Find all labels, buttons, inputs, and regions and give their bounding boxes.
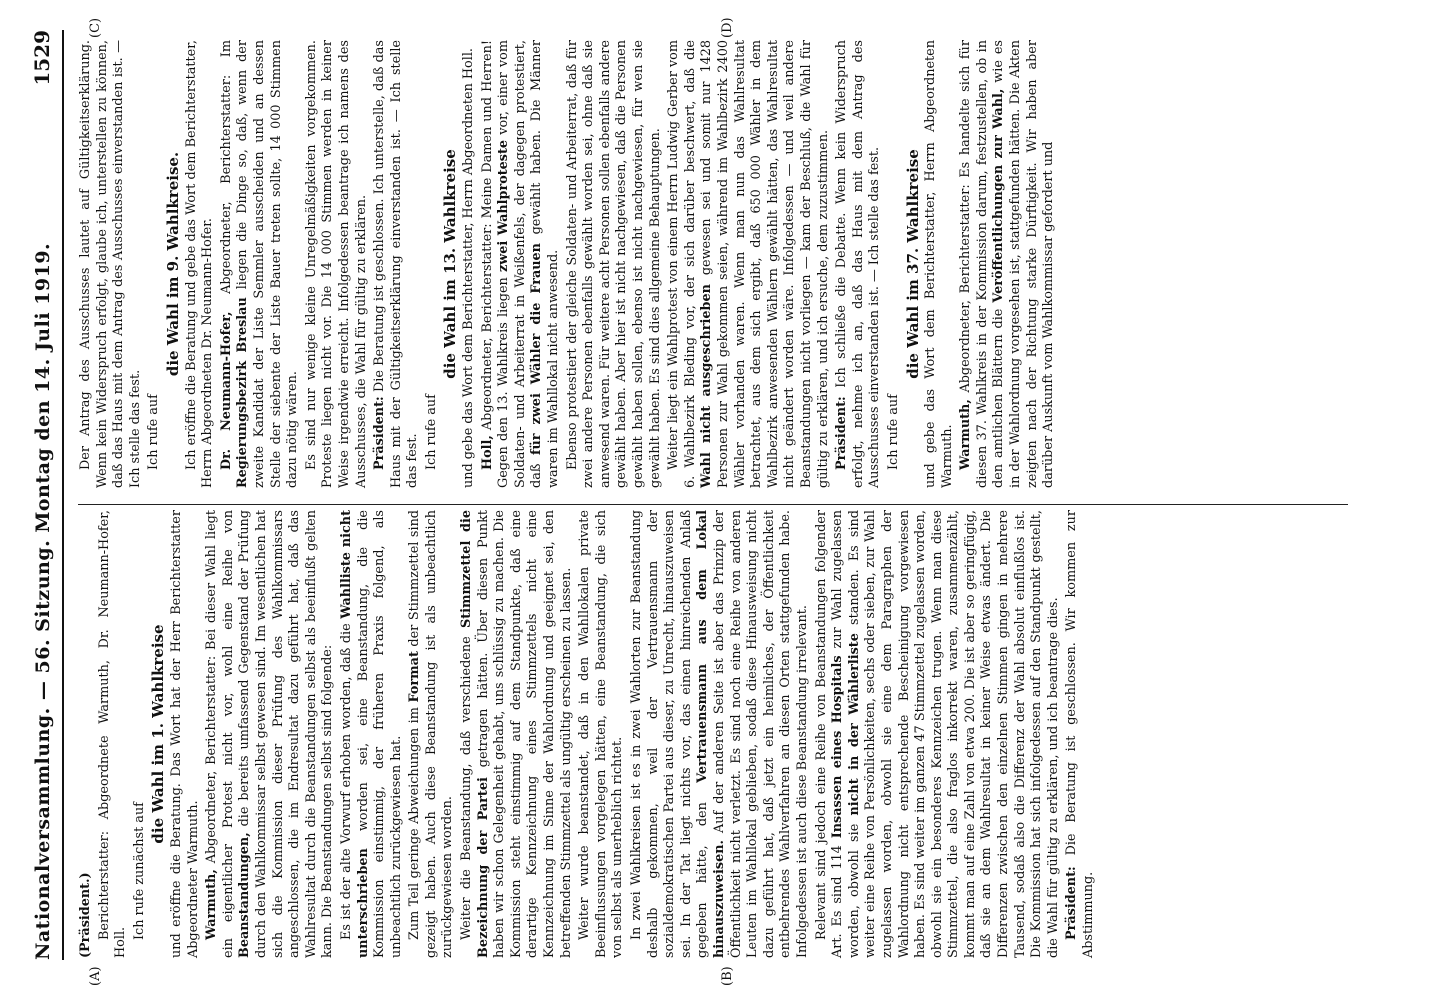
paragraph: Berichterstatter: Abgeordnete Warmuth, Dr. Neumann-Hofer, Holl.: [96, 510, 129, 958]
header-title: Nationalversammlung. — 56. Sitzung. Montag den 14. Juli 1919.: [32, 242, 54, 960]
speaker-name: Präsident:: [834, 396, 850, 470]
paragraph: Ebenso protestiert der gleiche Soldaten- und Arbeiterrat, daß für zwei andere Personen ebenfalls gewählt worden sei, ohne daß sie anwesend waren. Für weitere acht Personen sollen ebenfalls andere gewählt haben. Aber hier ist nicht nachgewiesen, daß die Personen gewählt haben sollen, ebenso ist nicht nachgewiesen, für wen sie gewählt haben. Es sind dies allgemeine Behauptungen.: [564, 40, 663, 488]
column-left: [78, 510, 1100, 958]
page-number: 1529: [30, 30, 54, 86]
margin-marker-d: (D): [720, 17, 735, 38]
section-heading: die Wahl im 9. Wahlkreise.: [163, 151, 182, 377]
paragraph: und gebe das Wort dem Berichterstatter, Herrn Abgeordneten Holl.: [461, 48, 477, 488]
speaker-name: Präsident:: [372, 396, 388, 470]
paragraph: Präsident: Die Beratung ist geschlossen. Ich unterstelle, daß das Haus mit der Gültigkeitserklärung einverstanden ist. — Ich stelle das fest.: [372, 40, 421, 488]
paragraph: Ich rufe auf: [423, 394, 439, 470]
paragraph: Ich eröffne die Beratung und gebe das Wort dem Berichterstatter, Herrn Abgeordneten Dr. Neumann-Hofer.: [183, 40, 216, 488]
speaker-name: Holl,: [479, 435, 495, 470]
paragraph: Holl, Abgeordneter, Berichterstatter: Meine Damen und Herren! Gegen den 13. Wahlkreis liegen zwei Wahlproteste vor, einer vom Soldaten- und Arbeiterrat in Weißenfels, der dagegen protestiert, daß für zwei Wähler die Frauen gewählt haben. Die Männer waren im Wahllokal nicht anwesend.: [479, 39, 562, 488]
paragraph: Präsident: Ich schließe die Debatte. Wenn kein Widerspruch erfolgt, nehme ich an, daß das Haus mit dem Antrag des Ausschusses einverstanden ist. — Ich stelle das fest.: [834, 40, 883, 488]
paragraph: Zum Teil geringe Abweichungen im Format der Stimmzettel sind gezeigt haben. Auch diese Beanstandung ist als unbeachtlich zurückgewiesen worden.: [407, 510, 456, 958]
paragraph: In zwei Wahlkreisen ist es in zwei Wahlorten zur Beanstandung deshalb gekommen, weil der Vertrauensmann der sozialdemokratischen Partei aus dieser, zu Unrecht, hinauszuweisen sei. In der Tat liegt nichts vor, das einen hinreichenden Anlaß gegeben hätte, den Vertrauensmann aus dem Lokal hinauszuweisen. Auf der anderen Seite ist aber das Prinzip der Öffentlichkeit nicht verletzt. Es sind noch eine Reihe von anderen Leuten im Wahllokal geblieben, sodaß diese Hinausweisung nicht dazu geführt hat, daß jetzt ein heimliches, der Öffentlichkeit entbehrendes Wahlverfahren an diesen Orten stattgefunden habe. Infolgedessen ist auch diese Beanstandung irrelevant.: [629, 510, 810, 958]
paragraph: Warmuth, Abgeordneter, Berichterstatter: Es handelte sich für diesen 37. Wahlkreis in der Kommission darum, festzustellen, ob in den amtlichen Blättern die Veröffentlichungen zur Wahl, wie es in der Wahlordnung vorgesehen ist, stattgefunden hätten. Die Akten zeigten nach der Richtung starke Dürftigkeit. Wir haben aber darüber Auskunft vom Wahlkommissar gefordert und: [958, 39, 1057, 488]
paragraph: Präsident: Die Beratung ist geschlossen. Wir kommen zur Abstimmung.: [1064, 510, 1097, 958]
column-right: [78, 40, 1060, 488]
section-heading: die Wahl im 1. Wahlkreise: [149, 624, 168, 844]
margin-marker-c: (C): [88, 17, 103, 38]
margin-marker-a: (A): [88, 966, 103, 986]
paragraph: Ich rufe auf: [146, 394, 162, 470]
paragraph: Es sind nur wenige kleine Unregelmäßigkeiten vorgekommen. Proteste liegen nicht vor. Die 14 000 Stimmen werden in keiner Weise irgendwie erreicht. Infolgedessen beantrage ich namens des Ausschusses, die Wahl für gültig zu erklären.: [303, 40, 369, 488]
paragraph: und gebe das Wort dem Berichterstatter, Herrn Abgeordneten Warmuth.: [923, 40, 955, 488]
paragraph: Weiter liegt ein Wahlprotest von einem Herrn Ludwig Gerber vom 6. Wahlbezirk Bleding vor, der sich darüber beschwert, daß die Wahl nicht ausgeschrieben gewesen sei und somit nur 1428 Personen zur Wahl gekommen seien, während im Wahlbezirk 2400 Wähler vorhanden waren. Wenn man nun das Wahlresultat betrachtet, aus dem sich ergibt, daß 650 000 Wähler in dem Wahlbezirk anwesenden Wählern gewählt hätten, das Wahlresultat nicht geändert worden wäre. Infolgedessen — und weil andere Beanstandungen nicht vorliegen — kam der Beschluß, die Wahl für gültig zu erklären, und ich ersuche, dem zuzustimmen.: [666, 40, 831, 488]
paragraph: Relevant sind jedoch eine Reihe von Beanstandungen folgender Art. Es sind 114 Insassen eines Hospitals zur Wahl zugelassen worden, obwohl sie nicht in der Wählerliste standen. Es sind weiter eine Reihe von Persönlichkeiten, sechs oder sieben, zur Wahl zugelassen worden, obwohl sie eine dem Paragraphen der Wahlordnung nicht entsprechende Bescheinigung vorgewiesen haben. Es sind weiter im ganzen 47 Stimmzettel zugelassen worden, obwohl sie ein besonderes Kennzeichen trugen. Wenn man diese Stimmzettel, die also fraglos inkorrekt waren, zusammenzählt, kommt man auf eine Zahl von etwa 200. Die ist aber so geringfügig, daß sie an dem Wahlresultat in keiner Weise etwas ändert. Die Differenzen zwischen den einzelnen Stimmen gingen in mehrere Tausend, sodaß also die Differenz der Wahl absolut einflußlos ist. Die Kommission hat sich infolgedessen auf den Standpunkt gestellt, die Wahl für gültig zu erklären, und ich beantrage dies.: [813, 510, 1061, 958]
margin-marker-b: (B): [720, 966, 735, 986]
page-header: [28, 30, 64, 960]
speaker-name: Dr. Neumann-Hofer,: [218, 311, 234, 470]
speaker-name: Warmuth,: [204, 869, 220, 940]
digitization-note: [1406, 8, 1428, 992]
speaker-continuation: (Präsident.): [78, 872, 93, 958]
paragraph: Ich rufe auf: [885, 394, 901, 470]
paragraph: Dr. Neumann-Hofer, Abgeordneter, Berichterstatter: Im Regierungsbezirk Breslau liegen die Dinge so, daß, wenn der zweite Kandidat der Liste Semmler ausscheiden und an dessen Stelle der siebente der Liste Bauer treten sollte, 14 000 Stimmen dazu nötig wären.: [218, 40, 301, 488]
speaker-name: Präsident:: [1064, 866, 1080, 940]
paragraph: Es ist der alte Vorwurf erhoben worden, daß die Wahlliste nicht unterschrieben worden sei, eine Beanstandung, die die Kommission einstimmig, der früheren Praxis folgend, als unbeachtlich zurückgewiesen hat.: [338, 510, 404, 958]
paragraph: Weiter wurde beanstandet, daß in den Wahllokalen private Beeinflussungen vorgelegen hätten, eine Beanstandung, die sich von selbst als unerheblich richtet.: [577, 510, 626, 958]
paragraph: Warmuth, Abgeordneter, Berichterstatter: Bei dieser Wahl liegt ein eigentlicher Protest nicht vor, wohl eine Reihe von Beanstandungen, die bereits umfassend Gegenstand der Prüfung durch den Wahlkommissar selbst gewesen sind. Im wesentlichen hat sich die Kommission dieser Prüfung des Wahlkommissars angeschlossen, die im Endresultat dazu geführt hat, daß das Wahlresultat durch die Beanstandungen selbst als beeinflußt gelten kann. Die Beanstandungen selbst sind folgende:: [204, 510, 336, 958]
paragraph: Weiter die Beanstandung, daß verschiedene Stimmzettel die Bezeichnung der Partei getragen hätten. Über diesen Punkt haben wir schon Gelegenheit gehabt, uns schlüssig zu machen. Die Kommission steht einstimmig auf dem Standpunkte, daß eine derartige Kennzeichnung eines Stimmzettels nicht eine Kennzeichnung im Sinne der Wahlordnung und geeignet sei, den betreffenden Stimmzettel als ungültig erscheinen zu lassen.: [459, 510, 574, 958]
paragraph: Ich rufe zunächst auf: [131, 802, 147, 940]
section-heading: die Wahl im 37. Wahlkreise: [903, 149, 922, 379]
paragraph: Der Antrag des Ausschusses lautet auf Gültigkeitserklärung. Wenn kein Widerspruch erfolgt, glaube ich, unterstellen zu können, daß das Haus mit dem Antrag des Ausschusses einverstanden ist. — Ich stelle das fest.: [78, 40, 143, 488]
column-divider: [78, 504, 1348, 505]
section-heading: die Wahl im 13. Wahlkreise: [441, 149, 460, 379]
paragraph: und eröffne die Beratung. Das Wort hat der Herr Berichterstatter Abgeordneter Warmuth.: [168, 510, 201, 958]
speaker-name: Warmuth,: [958, 399, 974, 470]
